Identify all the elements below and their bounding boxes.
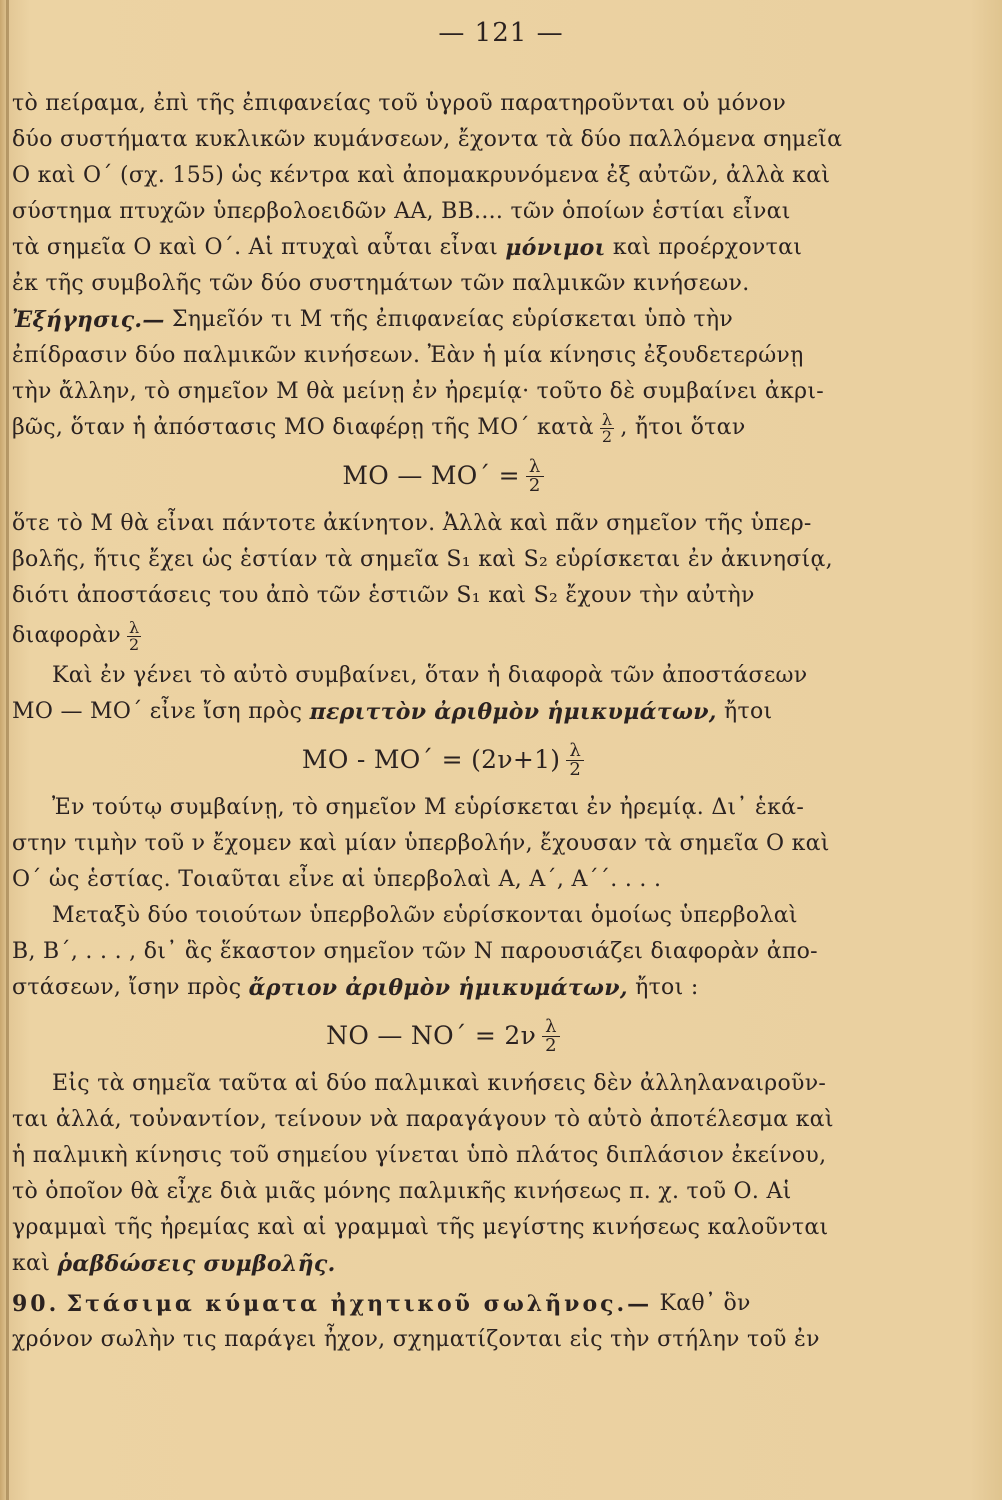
text-line (12, 302, 874, 338)
text-fragment: καὶ προέρχονται (612, 235, 803, 260)
text-line: σύστημα πτυχῶν ὑπερβολοειδῶν ΑΑ, ΒΒ.... τῶν ὁποίων ἑστίαι εἶναι (12, 199, 791, 224)
equation-3 (12, 1006, 874, 1066)
fraction-lambda-half (542, 1015, 560, 1056)
text-fragment: καὶ (12, 1251, 51, 1276)
text-line: χρόνον σωλὴν τις παράγει ἦχον, σχηματίζονται εἰς τὴν στήλην τοῦ ἐν (12, 1327, 820, 1352)
text-fragment: Καθ᾽ ὃν (659, 1291, 751, 1316)
section-title: Στάσιμα κύματα ἠχητικοῦ σωλῆνος.— (66, 1291, 653, 1317)
text-line: βολῆς, ἥτις ἔχει ὡς ἑστίαν τὰ σημεῖα S₁ καὶ S₂ εὑρίσκεται ἐν ἀκινησίᾳ, (12, 547, 833, 572)
text-line: ἐπίδρασιν δύο παλμικῶν κινήσεων. Ἐὰν ἡ μία κίνησις ἐξουδετερώνῃ (12, 343, 804, 368)
text-line: στην τιμὴν τοῦ ν ἔχομεν καὶ μίαν ὑπερβολήν, ἔχουσαν τὰ σημεῖα Ο καὶ (12, 831, 830, 856)
text-line: τὸ ὁποῖον θὰ εἶχε διὰ μιᾶς μόνης παλμικῆς κινήσεως π. χ. τοῦ Ο. Αἱ (12, 1179, 792, 1204)
text-line (12, 694, 874, 730)
text-line (12, 1246, 874, 1282)
fraction-denominator: 2 (569, 758, 582, 780)
fraction-denominator: 2 (545, 1034, 557, 1056)
fraction-lambda-half (566, 739, 584, 780)
text-fragment: διαφορὰν (12, 623, 121, 648)
text-line: τὸ πείραμα, ἐπὶ τῆς ἐπιφανείας τοῦ ὑγροῦ παρατηροῦνται οὐ μόνον (12, 91, 787, 116)
emphasis-text: περιττὸν ἀριθμὸν ἡμικυμάτων, (309, 699, 717, 725)
body-text (12, 86, 874, 1358)
text-line: Μεταξὺ δύο τοιούτων ὑπερβολῶν εὑρίσκονται ὁμοίως ὑπερβολαὶ (52, 903, 798, 928)
text-line: δύο συστήματα κυκλικῶν κυμάνσεων, ἔχοντα τὰ δύο παλλόμενα σημεῖα (12, 127, 843, 152)
page-number: — 121 — (438, 18, 564, 48)
text-line: τὴν ἄλλην, τὸ σημεῖον Μ θὰ μείνῃ ἐν ἠρεμίᾳ· τοῦτο δὲ συμβαίνει ἀκρι- (12, 379, 825, 404)
fraction-denominator: 2 (528, 474, 541, 496)
text-line: Καὶ ἐν γένει τὸ αὐτὸ συμβαίνει, ὅταν ἡ διαφορὰ τῶν ἀποστάσεων (52, 663, 808, 688)
equation-1 (12, 446, 874, 506)
text-line: διότι ἀποστάσεις του ἀπὸ τῶν ἑστιῶν S₁ καὶ S₂ ἔχουν τὴν αὐτὴν (12, 583, 755, 608)
text-line: γραμμαὶ τῆς ἠρεμίας καὶ αἱ γραμμαὶ τῆς μεγίστης κινήσεως καλοῦνται (12, 1215, 829, 1240)
text-fragment: ἤτοι (724, 699, 773, 724)
text-fragment: τὰ σημεῖα Ο καὶ Ο΄. Αἱ πτυχαὶ αὗται εἶναι (12, 235, 499, 260)
text-line: ἡ παλμικὴ κίνησις τοῦ σημείου γίνεται ὑπὸ πλάτος διπλάσιον ἐκείνου, (12, 1143, 827, 1168)
text-line: Εἰς τὰ σημεῖα ταῦτα αἱ δύο παλμικαὶ κινήσεις δὲν ἀλληλαναιροῦν- (52, 1071, 827, 1096)
text-line: Ἐν τούτῳ συμβαίνῃ, τὸ σημεῖον Μ εὑρίσκεται ἐν ἠρεμίᾳ. Δι᾽ ἑκά- (52, 795, 805, 820)
text-line: Ο΄ ὡς ἑστίας. Τοιαῦται εἶνε αἱ ὑπερβολαὶ Α, Α΄, Α΄΄. . . . (12, 867, 662, 892)
text-line: Ο καὶ Ο΄ (σχ. 155) ὡς κέντρα καὶ ἀπομακρυνόμενα ἐξ αὐτῶν, ἀλλὰ καὶ (12, 163, 831, 188)
fraction-lambda-half (600, 412, 614, 445)
fraction-numerator: λ (542, 1018, 560, 1037)
fraction-numerator: λ (128, 617, 140, 637)
fraction-denominator: 2 (128, 634, 140, 654)
emphasis-text: μόνιμοι (505, 235, 606, 261)
fraction-lambda-half (526, 455, 544, 496)
text-fragment: βῶς, ὅταν ἡ ἀπόστασις ΜΟ διαφέρῃ τῆς ΜΟ΄ κατὰ (12, 415, 594, 440)
text-line: Β, Β΄, . . . , δι᾽ ἃς ἕκαστον σημεῖον τῶν Ν παρουσιάζει διαφορὰν ἀπο- (12, 939, 818, 964)
text-line (12, 410, 874, 446)
text-line: ὅτε τὸ Μ θὰ εἶναι πάντοτε ἀκίνητον. Ἀλλὰ καὶ πᾶν σημεῖον τῆς ὑπερ- (12, 511, 812, 536)
fraction-lambda-half (127, 617, 141, 654)
equation-2 (12, 730, 874, 790)
fraction-numerator: λ (566, 742, 584, 761)
fraction-denominator: 2 (601, 426, 613, 446)
explanation-label: Ἐξήγησις.— (12, 307, 165, 333)
text-line (12, 614, 874, 658)
page-spine-shadow (6, 0, 9, 1500)
text-line: ἐκ τῆς συμβολῆς τῶν δύο συστημάτων τῶν παλμικῶν κινήσεων. (12, 271, 750, 296)
fraction-numerator: λ (526, 458, 544, 477)
text-line (12, 230, 874, 266)
text-fragment: στάσεων, ἴσην πρὸς (12, 975, 242, 1000)
text-line: ται ἀλλά, τοὐναντίον, τείνουν νὰ παραγάγουν τὸ αὐτὸ ἀποτέλεσμα καὶ (12, 1107, 834, 1132)
equation-lhs: ΜΟ - ΜΟ΄ = (2ν+1) (301, 745, 561, 774)
text-fragment: ἤτοι : (635, 975, 699, 1000)
fraction-numerator: λ (601, 410, 613, 429)
text-line (12, 970, 874, 1006)
emphasis-text: ἄρτιον ἀριθμὸν ἡμικυμάτων, (248, 975, 628, 1001)
text-fragment: , ἤτοι ὅταν (620, 415, 746, 440)
text-fragment: Σημεῖόν τι Μ τῆς ἐπιφανείας εὑρίσκεται ὑπὸ τὴν (171, 307, 734, 332)
section-heading (12, 1286, 874, 1322)
text-fragment: ΜΟ — ΜΟ΄ εἶνε ἴση πρὸς (12, 699, 303, 724)
emphasis-text: ῥαβδώσεις συμβολῆς. (57, 1251, 336, 1277)
equation-lhs: ΜΟ — ΜΟ΄ = (342, 461, 520, 490)
section-number: 90. (12, 1291, 60, 1317)
equation-lhs: ΝΟ — ΝΟ΄ = 2ν (326, 1021, 537, 1050)
